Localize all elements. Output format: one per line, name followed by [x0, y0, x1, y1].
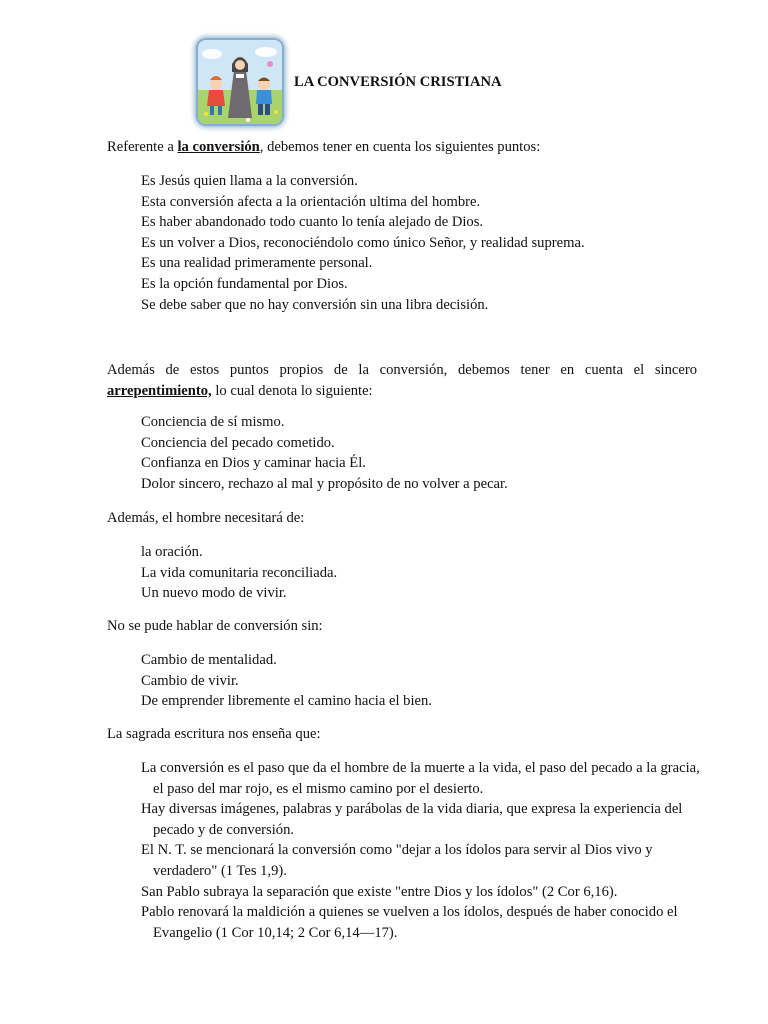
repentance-paragraph: [107, 360, 697, 401]
list-item: la oración.: [141, 544, 203, 560]
conversion-points-list: [141, 171, 701, 315]
list-item: Pablo renovará la maldición a quienes se vuelven a los ídolos, después de haber conocido el Evangelio (1 Cor 10,14; 2 Cor 6,14—17).: [141, 904, 678, 941]
list-item: Se debe saber que no hay conversión sin una libra decisión.: [141, 296, 489, 313]
list-item: Conciencia del pecado cometido.: [141, 434, 335, 451]
repentance-emphasis: arrepentimiento,: [107, 382, 212, 399]
list-item: Cambio de vivir.: [141, 672, 239, 689]
nun-with-children-illustration: [198, 40, 282, 124]
list-item: Confianza en Dios y caminar hacia Él.: [141, 455, 366, 472]
list-item: Es la opción fundamental por Dios.: [141, 275, 348, 292]
intro-text-end: , debemos tener en cuenta los siguientes puntos:: [259, 139, 541, 155]
list-item: De emprender libremente el camino hacia el bien.: [141, 693, 432, 710]
repentance-text-end: lo cual denota lo siguiente:: [211, 382, 373, 399]
list-item: San Pablo subraya la separación que existe "entre Dios y los ídolos" (2 Cor 6,16).: [141, 883, 618, 900]
list-item: La vida comunitaria reconciliada.: [141, 564, 338, 581]
list-item: Es Jesús quien llama a la conversión.: [141, 173, 358, 189]
list-item: Dolor sincero, rechazo al mal y propósito de no volver a pecar.: [141, 475, 508, 492]
intro-text: Referente a: [107, 139, 178, 155]
needs-intro: Además, el hombre necesitará de:: [107, 510, 305, 526]
without-intro: No se pude hablar de conversión sin:: [107, 618, 323, 634]
page-title: LA CONVERSIÓN CRISTIANA: [294, 74, 502, 90]
without-list: [141, 650, 701, 712]
illustration-image: [198, 40, 282, 124]
list-item: Conciencia de sí mismo.: [141, 414, 285, 430]
scripture-list: [141, 758, 701, 943]
list-item: El N. T. se mencionará la conversión como "dejar a los ídolos para servir al Dios vivo y verdadero" (1 Tes 1,9).: [141, 842, 653, 879]
repentance-points-list: [141, 412, 701, 494]
list-item: Cambio de mentalidad.: [141, 652, 277, 668]
intro-emphasis: la conversión: [177, 139, 260, 155]
intro-paragraph: [107, 137, 697, 158]
repentance-text: Además de estos puntos propios de la conversión, debemos tener en cuenta el sincero: [107, 362, 697, 378]
list-item: Un nuevo modo de vivir.: [141, 585, 287, 602]
list-item: Es haber abandonado todo cuanto lo tenía alejado de Dios.: [141, 214, 484, 231]
list-item: Hay diversas imágenes, palabras y parábolas de la vida diaria, que expresa la experiencia del pecado y de conversión.: [141, 801, 683, 838]
list-item: La conversión es el paso que da el hombre de la muerte a la vida, el paso del pecado a la gracia, el paso del mar rojo, es el mismo camino por el desierto.: [141, 760, 700, 797]
list-item: Es un volver a Dios, reconociéndolo como único Señor, y realidad suprema.: [141, 234, 585, 251]
list-item: Esta conversión afecta a la orientación ultima del hombre.: [141, 193, 481, 210]
scripture-intro: La sagrada escritura nos enseña que:: [107, 726, 321, 742]
needs-list: [141, 542, 701, 604]
list-item: Es una realidad primeramente personal.: [141, 255, 373, 272]
